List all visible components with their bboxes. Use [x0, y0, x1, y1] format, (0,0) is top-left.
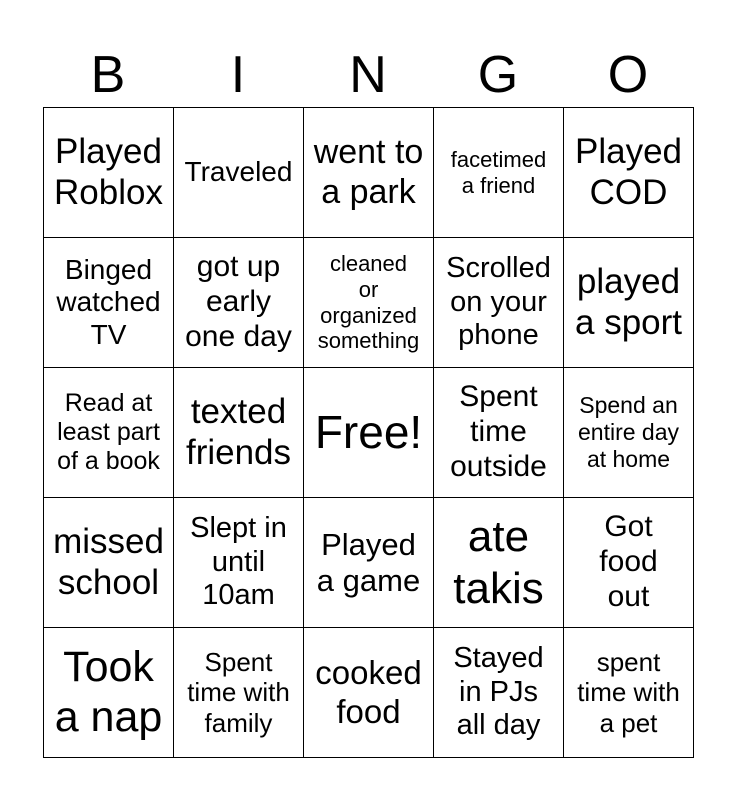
bingo-cell: ate takis [434, 498, 564, 628]
bingo-cell: cleaned or organized something [304, 238, 434, 368]
bingo-board [43, 107, 694, 758]
bingo-cell: Played a game [304, 498, 434, 628]
bingo-cell: Traveled [174, 108, 304, 238]
bingo-cell: Binged watched TV [44, 238, 174, 368]
bingo-cell: got up early one day [174, 238, 304, 368]
bingo-header [43, 44, 693, 106]
bingo-cell: facetimed a friend [434, 108, 564, 238]
bingo-cell: Stayed in PJs all day [434, 628, 564, 758]
header-letter-g: G [477, 46, 519, 104]
bingo-cell: texted friends [174, 368, 304, 498]
bingo-cell: cooked food [304, 628, 434, 758]
bingo-cell: spent time with a pet [564, 628, 694, 758]
bingo-cell: went to a park [304, 108, 434, 238]
bingo-cell: Played Roblox [44, 108, 174, 238]
header-letter-b: B [90, 46, 126, 104]
bingo-cell: Got food out [564, 498, 694, 628]
bingo-cell: Scrolled on your phone [434, 238, 564, 368]
bingo-cell: missed school [44, 498, 174, 628]
bingo-cell: Spent time outside [434, 368, 564, 498]
bingo-cell: Spent time with family [174, 628, 304, 758]
bingo-cell: Played COD [564, 108, 694, 238]
bingo-cell: played a sport [564, 238, 694, 368]
header-letter-o: O [607, 46, 649, 104]
header-letter-i: I [230, 46, 246, 104]
free-space-cell: Free! [304, 368, 434, 498]
header-letter-n: N [349, 46, 387, 104]
bingo-cell: Slept in until 10am [174, 498, 304, 628]
bingo-cell: Read at least part of a book [44, 368, 174, 498]
bingo-cell: Took a nap [44, 628, 174, 758]
bingo-cell: Spend an entire day at home [564, 368, 694, 498]
